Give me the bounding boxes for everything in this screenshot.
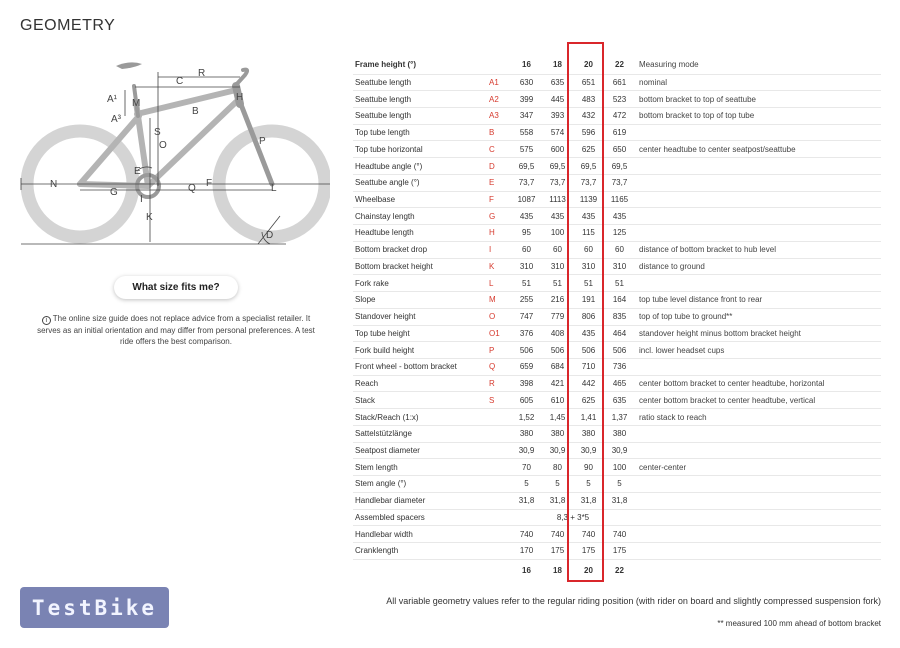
size-guide-notice: [30, 313, 322, 347]
row-value-size-16: 747: [511, 308, 542, 325]
row-label: Bottom bracket drop: [353, 241, 489, 258]
row-value-size-22: 835: [604, 308, 635, 325]
table-row: [353, 308, 881, 325]
row-value-size-20: 51: [573, 275, 604, 292]
row-value-empty: [511, 509, 542, 526]
row-measuring-mode: [635, 124, 881, 141]
row-value-size-16: 60: [511, 241, 542, 258]
row-value-size-22: 31,8: [604, 492, 635, 509]
dim-label-c: C: [176, 76, 184, 87]
table-row: [353, 74, 881, 91]
row-label: Wheelbase: [353, 191, 489, 208]
header-measuring-mode: Measuring mode: [635, 56, 881, 74]
footer-spacer: [635, 559, 881, 581]
row-code: I: [489, 241, 511, 258]
header-size-22: 22: [604, 56, 635, 74]
row-value-size-20: 191: [573, 292, 604, 309]
row-code: O1: [489, 325, 511, 342]
row-value-size-18: 5: [542, 476, 573, 493]
row-code: A1: [489, 74, 511, 91]
row-label: Top tube length: [353, 124, 489, 141]
row-code: [489, 526, 511, 543]
table-row: [353, 141, 881, 158]
row-measuring-mode: [635, 174, 881, 191]
table-row: [353, 459, 881, 476]
row-measuring-mode: incl. lower headset cups: [635, 342, 881, 359]
row-measuring-mode: nominal: [635, 74, 881, 91]
row-label: Bottom bracket height: [353, 258, 489, 275]
row-value-size-22: 60: [604, 241, 635, 258]
row-value-size-16: 399: [511, 91, 542, 108]
row-measuring-mode: [635, 543, 881, 560]
row-code: K: [489, 258, 511, 275]
row-value-size-20: 710: [573, 358, 604, 375]
table-row: [353, 492, 881, 509]
row-measuring-mode: [635, 509, 881, 526]
footnote-riding-position: All variable geometry values refer to the regular riding position (with rider on board and slightly compressed suspension fork): [386, 596, 881, 606]
row-label: Cranklength: [353, 543, 489, 560]
row-value-size-18: 408: [542, 325, 573, 342]
row-measuring-mode: [635, 275, 881, 292]
dim-label-l: L: [271, 183, 277, 194]
row-label: Fork rake: [353, 275, 489, 292]
row-value-size-20: 651: [573, 74, 604, 91]
row-measuring-mode: center bottom bracket to center headtube, horizontal: [635, 375, 881, 392]
row-label: Stem angle (°): [353, 476, 489, 493]
row-value-size-16: 51: [511, 275, 542, 292]
row-code: O: [489, 308, 511, 325]
bike-geometry-diagram: [18, 58, 330, 254]
row-code: C: [489, 141, 511, 158]
header-size-20: 20: [573, 56, 604, 74]
table-row: [353, 442, 881, 459]
dim-label-r: R: [198, 68, 206, 79]
row-value-empty: [604, 509, 635, 526]
row-value-size-20: 506: [573, 342, 604, 359]
row-value-size-16: 310: [511, 258, 542, 275]
row-label: Stem length: [353, 459, 489, 476]
row-value-size-16: 605: [511, 392, 542, 409]
row-measuring-mode: standover height minus bottom bracket height: [635, 325, 881, 342]
row-measuring-mode: [635, 358, 881, 375]
row-value-size-20: 175: [573, 543, 604, 560]
row-code: [489, 409, 511, 426]
dim-label-a1: A¹: [107, 94, 117, 105]
table-row: [353, 208, 881, 225]
row-value-size-18: 421: [542, 375, 573, 392]
row-value-size-22: 380: [604, 425, 635, 442]
row-value-size-16: 630: [511, 74, 542, 91]
row-value-size-16: 506: [511, 342, 542, 359]
footer-size-22: 22: [615, 566, 624, 576]
row-value-size-22: 1,37: [604, 409, 635, 426]
row-value-size-20: 380: [573, 425, 604, 442]
size-guide-button[interactable]: What size fits me?: [114, 276, 238, 299]
row-value-merged: 8,3 + 3*5: [542, 509, 604, 526]
row-code: M: [489, 292, 511, 309]
row-value-size-18: 574: [542, 124, 573, 141]
row-measuring-mode: top tube level distance front to rear: [635, 292, 881, 309]
row-value-size-18: 380: [542, 425, 573, 442]
row-label: Chainstay length: [353, 208, 489, 225]
row-value-size-16: 380: [511, 425, 542, 442]
row-value-size-16: 347: [511, 107, 542, 124]
row-value-size-16: 70: [511, 459, 542, 476]
top-tube: [137, 90, 236, 114]
row-label: Standover height: [353, 308, 489, 325]
row-measuring-mode: [635, 442, 881, 459]
table-row: [353, 225, 881, 242]
row-label: Handlebar width: [353, 526, 489, 543]
row-code: [489, 425, 511, 442]
table-row: [353, 191, 881, 208]
row-label: Assembled spacers: [353, 509, 489, 526]
row-value-size-16: 558: [511, 124, 542, 141]
row-label: Front wheel - bottom bracket: [353, 358, 489, 375]
table-row: [353, 425, 881, 442]
row-value-size-20: 740: [573, 526, 604, 543]
row-label: Top tube height: [353, 325, 489, 342]
row-value-size-20: 60: [573, 241, 604, 258]
row-code: E: [489, 174, 511, 191]
row-value-size-22: 5: [604, 476, 635, 493]
row-measuring-mode: bottom bracket to top of top tube: [635, 107, 881, 124]
row-measuring-mode: [635, 492, 881, 509]
row-value-size-22: 736: [604, 358, 635, 375]
row-code: F: [489, 191, 511, 208]
row-label: Sattelstützlänge: [353, 425, 489, 442]
row-measuring-mode: [635, 158, 881, 175]
row-measuring-mode: [635, 208, 881, 225]
table-row: [353, 174, 881, 191]
table-row: [353, 409, 881, 426]
dim-label-p: P: [259, 136, 266, 147]
row-measuring-mode: distance of bottom bracket to hub level: [635, 241, 881, 258]
table-row: [353, 241, 881, 258]
row-value-size-18: 30,9: [542, 442, 573, 459]
table-row: [353, 358, 881, 375]
table-row: [353, 392, 881, 409]
row-value-size-22: 435: [604, 208, 635, 225]
row-value-size-18: 1113: [542, 191, 573, 208]
row-label: Headtube length: [353, 225, 489, 242]
row-value-size-20: 1139: [573, 191, 604, 208]
row-value-size-18: 610: [542, 392, 573, 409]
table-row: [353, 476, 881, 493]
notice-text: The online size guide does not replace advice from a specialist retailer. It serves as an initial orientation and may differ from personal preferences. A test ride offers the best comparison.: [37, 314, 315, 346]
row-value-size-20: 90: [573, 459, 604, 476]
row-value-size-22: 30,9: [604, 442, 635, 459]
table-row: [353, 258, 881, 275]
geometry-table: [353, 56, 881, 581]
row-label: Reach: [353, 375, 489, 392]
row-value-size-22: 69,5: [604, 158, 635, 175]
row-value-size-16: 398: [511, 375, 542, 392]
table-row: [353, 375, 881, 392]
row-value-size-20: 432: [573, 107, 604, 124]
row-value-size-16: 255: [511, 292, 542, 309]
table-row: [353, 292, 881, 309]
footer-size-16: 16: [522, 566, 531, 576]
row-measuring-mode: center bottom bracket to center headtube, vertical: [635, 392, 881, 409]
table-row: [353, 107, 881, 124]
row-value-size-22: 125: [604, 225, 635, 242]
row-code: [489, 543, 511, 560]
row-code: S: [489, 392, 511, 409]
row-code: B: [489, 124, 511, 141]
testbike-logo: TestBike: [20, 587, 169, 628]
row-code: P: [489, 342, 511, 359]
row-value-size-16: 575: [511, 141, 542, 158]
dim-label-e: E: [134, 166, 141, 177]
row-label: Stack: [353, 392, 489, 409]
row-value-size-18: 31,8: [542, 492, 573, 509]
table-row: [353, 275, 881, 292]
row-value-size-20: 806: [573, 308, 604, 325]
row-measuring-mode: distance to ground: [635, 258, 881, 275]
dim-label-b: B: [192, 106, 199, 117]
row-code: G: [489, 208, 511, 225]
row-value-size-16: 73,7: [511, 174, 542, 191]
footer-spacer: [489, 559, 511, 581]
row-code: [489, 459, 511, 476]
footer-size-20: 20: [584, 566, 593, 576]
row-label: Handlebar diameter: [353, 492, 489, 509]
row-value-size-22: 175: [604, 543, 635, 560]
row-value-size-16: 1087: [511, 191, 542, 208]
row-code: A3: [489, 107, 511, 124]
table-row: [353, 158, 881, 175]
row-code: [489, 476, 511, 493]
row-measuring-mode: bottom bracket to top of seattube: [635, 91, 881, 108]
row-value-size-16: 1,52: [511, 409, 542, 426]
row-value-size-22: 619: [604, 124, 635, 141]
table-row: [353, 342, 881, 359]
row-value-size-18: 80: [542, 459, 573, 476]
row-label: Seattube angle (°): [353, 174, 489, 191]
info-icon: i: [42, 316, 51, 325]
row-value-size-20: 310: [573, 258, 604, 275]
row-value-size-16: 5: [511, 476, 542, 493]
row-label: Seattube length: [353, 74, 489, 91]
row-value-size-22: 73,7: [604, 174, 635, 191]
row-value-size-20: 625: [573, 141, 604, 158]
row-value-size-20: 69,5: [573, 158, 604, 175]
header-frame-height: Frame height (°): [353, 56, 489, 74]
table-row: [353, 124, 881, 141]
row-code: L: [489, 275, 511, 292]
row-value-size-20: 30,9: [573, 442, 604, 459]
dim-label-a3: A³: [111, 114, 121, 125]
row-measuring-mode: top of top tube to ground**: [635, 308, 881, 325]
row-value-size-20: 1,41: [573, 409, 604, 426]
row-value-size-20: 31,8: [573, 492, 604, 509]
row-value-size-22: 164: [604, 292, 635, 309]
row-value-size-18: 779: [542, 308, 573, 325]
row-value-size-22: 310: [604, 258, 635, 275]
row-value-size-20: 5: [573, 476, 604, 493]
row-value-size-16: 69,5: [511, 158, 542, 175]
row-label: Seattube length: [353, 107, 489, 124]
row-value-size-16: 30,9: [511, 442, 542, 459]
row-measuring-mode: [635, 526, 881, 543]
row-value-size-20: 115: [573, 225, 604, 242]
table-header-row: [353, 56, 881, 74]
table-row: [353, 91, 881, 108]
row-value-size-18: 51: [542, 275, 573, 292]
dim-label-d: D: [266, 230, 274, 241]
row-value-size-18: 506: [542, 342, 573, 359]
page-title: GEOMETRY: [20, 17, 116, 34]
footer-size-18: 18: [553, 566, 562, 576]
row-value-size-20: 435: [573, 208, 604, 225]
row-value-size-20: 596: [573, 124, 604, 141]
saddle: [116, 62, 142, 69]
row-value-size-22: 100: [604, 459, 635, 476]
row-code: [489, 509, 511, 526]
row-value-size-18: 73,7: [542, 174, 573, 191]
dim-label-i: I: [140, 194, 143, 205]
table-footer-row: [353, 559, 881, 581]
row-code: R: [489, 375, 511, 392]
row-label: Slope: [353, 292, 489, 309]
row-code: Q: [489, 358, 511, 375]
dim-label-n: N: [50, 179, 58, 190]
row-measuring-mode: [635, 225, 881, 242]
row-measuring-mode: center headtube to center seatpost/seattube: [635, 141, 881, 158]
row-label: Seatpost diameter: [353, 442, 489, 459]
header-code: [489, 56, 511, 74]
table-row: [353, 509, 881, 526]
row-value-size-18: 175: [542, 543, 573, 560]
row-value-size-22: 51: [604, 275, 635, 292]
row-measuring-mode: [635, 191, 881, 208]
row-value-size-18: 393: [542, 107, 573, 124]
row-value-size-16: 170: [511, 543, 542, 560]
row-value-size-22: 650: [604, 141, 635, 158]
row-value-size-18: 600: [542, 141, 573, 158]
row-value-size-18: 445: [542, 91, 573, 108]
row-measuring-mode: [635, 476, 881, 493]
row-value-size-20: 442: [573, 375, 604, 392]
row-value-size-16: 740: [511, 526, 542, 543]
table-row: [353, 526, 881, 543]
row-value-size-18: 60: [542, 241, 573, 258]
row-measuring-mode: center-center: [635, 459, 881, 476]
dim-label-o: O: [159, 140, 167, 151]
row-code: [489, 492, 511, 509]
row-value-size-18: 69,5: [542, 158, 573, 175]
row-value-size-22: 523: [604, 91, 635, 108]
row-label: Headtube angle (°): [353, 158, 489, 175]
row-value-size-22: 635: [604, 392, 635, 409]
row-value-size-16: 95: [511, 225, 542, 242]
handlebar: [235, 70, 247, 86]
row-value-size-22: 465: [604, 375, 635, 392]
dim-label-s: S: [154, 127, 161, 138]
row-value-size-18: 216: [542, 292, 573, 309]
row-value-size-18: 684: [542, 358, 573, 375]
row-value-size-20: 73,7: [573, 174, 604, 191]
row-value-size-18: 310: [542, 258, 573, 275]
dim-label-m: M: [132, 98, 141, 109]
row-value-size-16: 435: [511, 208, 542, 225]
header-size-16: 16: [511, 56, 542, 74]
row-value-size-16: 659: [511, 358, 542, 375]
row-code: [489, 442, 511, 459]
row-label: Seattube length: [353, 91, 489, 108]
row-value-size-18: 1,45: [542, 409, 573, 426]
dim-label-g: G: [110, 187, 118, 198]
row-code: A2: [489, 91, 511, 108]
row-value-size-18: 635: [542, 74, 573, 91]
row-value-size-20: 625: [573, 392, 604, 409]
row-label: Top tube horizontal: [353, 141, 489, 158]
row-value-size-22: 464: [604, 325, 635, 342]
table-row: [353, 543, 881, 560]
dim-label-k: K: [146, 212, 153, 223]
dim-label-h: H: [236, 92, 244, 103]
row-value-size-22: 506: [604, 342, 635, 359]
row-code: H: [489, 225, 511, 242]
table-row: [353, 325, 881, 342]
footer-spacer: [353, 559, 489, 581]
row-value-size-22: 1165: [604, 191, 635, 208]
row-value-size-22: 661: [604, 74, 635, 91]
dim-label-f: F: [206, 178, 213, 189]
row-value-size-18: 740: [542, 526, 573, 543]
dim-label-q: Q: [188, 183, 196, 194]
row-value-size-18: 100: [542, 225, 573, 242]
header-size-18: 18: [542, 56, 573, 74]
footnote-standover: ** measured 100 mm ahead of bottom bracket: [717, 619, 881, 628]
row-code: D: [489, 158, 511, 175]
row-value-size-22: 472: [604, 107, 635, 124]
row-measuring-mode: ratio stack to reach: [635, 409, 881, 426]
row-label: Fork build height: [353, 342, 489, 359]
row-measuring-mode: [635, 425, 881, 442]
row-value-size-22: 740: [604, 526, 635, 543]
row-value-size-20: 435: [573, 325, 604, 342]
row-value-size-16: 31,8: [511, 492, 542, 509]
row-value-size-20: 483: [573, 91, 604, 108]
row-label: Stack/Reach (1:x): [353, 409, 489, 426]
row-value-size-18: 435: [542, 208, 573, 225]
row-value-size-16: 376: [511, 325, 542, 342]
